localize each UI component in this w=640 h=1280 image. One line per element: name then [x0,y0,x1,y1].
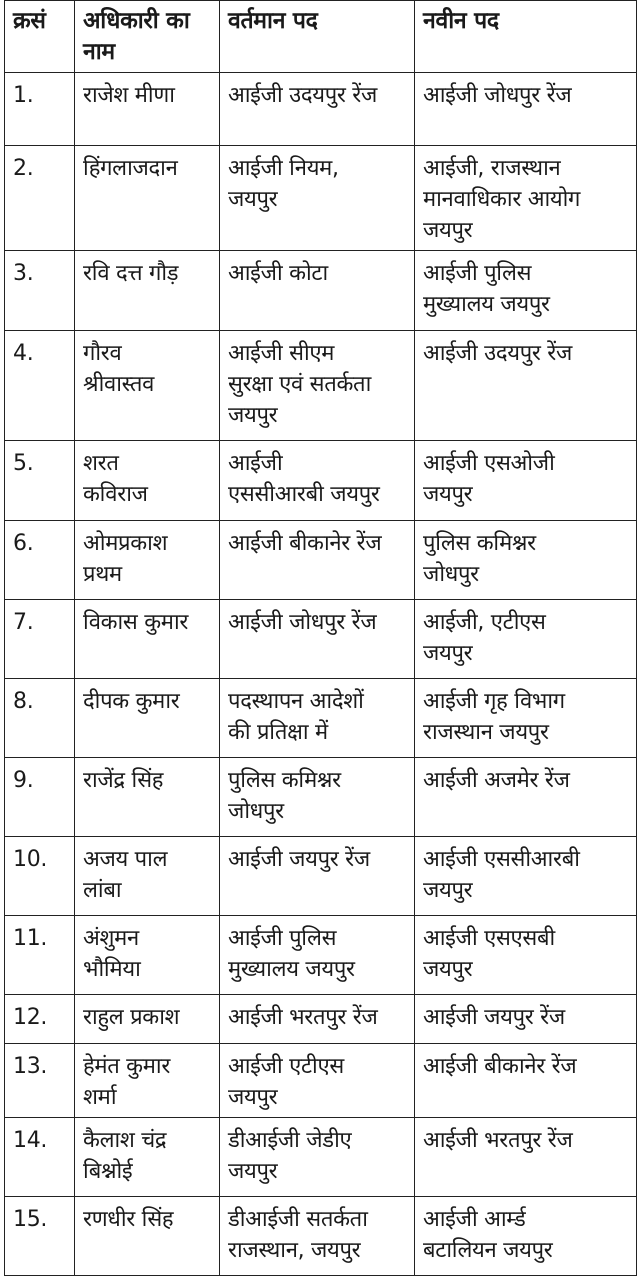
new-post-cell [415,331,637,441]
officer-name-cell [75,837,220,916]
serial-number-cell: 4. [5,331,75,441]
serial-number-cell: 7. [5,600,75,679]
officer-name-cell [75,679,220,758]
officer-name-cell [75,916,220,995]
serial-number-cell: 10. [5,837,75,916]
new-post-cell [415,521,637,600]
table-row [5,1118,637,1197]
new-post-cell-line: आईजी एसएसबी [423,926,555,951]
current-post-cell [220,679,415,758]
new-post-cell-line: बटालियन जयपुर [423,1238,553,1263]
new-post-cell-line: जयपुर [423,957,473,982]
new-post-cell-line: आईजी जयपुर रेंज [423,1005,565,1030]
officer-name-cell-line: विकास कुमार [83,610,189,635]
officer-name-cell [75,441,220,521]
current-post-cell [220,916,415,995]
current-post-cell [220,521,415,600]
new-post-cell-line: आईजी बीकानेर रेंज [423,1054,577,1079]
officer-name-cell-line: शरत [83,451,119,476]
new-post-cell-line: आईजी एसओजी [423,451,555,476]
new-post-cell-line: आईजी उदयपुर रेंज [423,341,573,366]
current-post-cell [220,146,415,251]
serial-number-cell: 9. [5,758,75,837]
officer-name-cell [75,600,220,679]
table-row [5,758,637,837]
officer-name-cell-line: शर्मा [83,1085,117,1110]
new-post-cell-line: राजस्थान जयपुर [423,720,549,745]
officer-name-cell-line: भौमिया [83,957,141,982]
officer-name-cell-line: अजय पाल [83,847,168,872]
current-post-cell [220,837,415,916]
officer-name-cell [75,331,220,441]
current-post-cell-line: आईजी [228,451,283,476]
new-post-cell [415,837,637,916]
current-post-cell-line: आईजी कोटा [228,261,328,286]
new-post-cell [415,600,637,679]
serial-number-cell: 6. [5,521,75,600]
current-post-cell-line: मुख्यालय जयपुर [228,957,355,982]
table-row [5,73,637,146]
officer-name-cell-line: राहुल प्रकाश [83,1005,180,1030]
officer-name-cell-line: राजेंद्र सिंह [83,768,164,793]
officer-name-cell [75,1044,220,1118]
officer-name-cell-line: रवि दत्त गौड़ [83,261,179,286]
new-post-cell [415,995,637,1044]
officer-name-cell [75,1118,220,1197]
header-officer-name: अधिकारी का नाम [75,1,220,73]
new-post-cell-line: मानवाधिकार आयोग [423,187,581,212]
new-post-cell-line: आईजी एससीआरबी [423,847,580,872]
current-post-cell-line: डीआईजी सतर्कता [228,1207,368,1232]
header-current-post: वर्तमान पद [220,1,415,73]
new-post-cell-line: आईजी पुलिस [423,261,532,286]
current-post-cell [220,1118,415,1197]
current-post-cell [220,441,415,521]
current-post-cell [220,758,415,837]
current-post-cell-line: जयपुर [228,187,278,212]
current-post-cell [220,995,415,1044]
new-post-cell [415,916,637,995]
current-post-cell-line: राजस्थान, जयपुर [228,1238,361,1263]
table-row [5,251,637,331]
new-post-cell-line: आईजी अजमेर रेंज [423,768,570,793]
serial-number-cell: 11. [5,916,75,995]
current-post-cell [220,73,415,146]
current-post-cell-line: एससीआरबी जयपुर [228,482,380,507]
table-row [5,600,637,679]
officer-name-cell-line: दीपक कुमार [83,689,180,714]
current-post-cell-line: की प्रतिक्षा में [228,720,328,745]
officer-name-cell [75,758,220,837]
current-post-cell [220,600,415,679]
table-body [5,73,637,1276]
current-post-cell-line: पुलिस कमिश्नर [228,768,341,793]
table-row [5,441,637,521]
officer-name-cell-line: रणधीर सिंह [83,1207,174,1232]
officer-name-cell-line: बिश्नोई [83,1159,133,1184]
table-row [5,331,637,441]
new-post-cell-line: जोधपुर [423,562,479,587]
table-row [5,916,637,995]
serial-number-cell: 3. [5,251,75,331]
current-post-cell-line: आईजी पुलिस [228,926,337,951]
new-post-cell-line: आईजी भरतपुर रेंज [423,1128,573,1153]
current-post-cell-line: आईजी एटीएस [228,1054,344,1079]
officer-name-cell [75,146,220,251]
new-post-cell-line: आईजी जोधपुर रेंज [423,83,572,108]
current-post-cell-line: आईजी उदयपुर रेंज [228,83,378,108]
table-header-row [5,1,637,73]
serial-number-cell: 2. [5,146,75,251]
table-row [5,521,637,600]
new-post-cell [415,1044,637,1118]
serial-number-cell: 1. [5,73,75,146]
current-post-cell [220,1197,415,1276]
officer-name-cell [75,995,220,1044]
table-row [5,1197,637,1276]
new-post-cell-line: जयपुर [423,218,473,243]
current-post-cell-line: आईजी बीकानेर रेंज [228,531,382,556]
new-post-cell [415,1118,637,1197]
officer-name-cell-line: हिंगलाजदान [83,156,178,181]
table-row [5,1044,637,1118]
new-post-cell-line: मुख्यालय जयपुर [423,292,550,317]
current-post-cell-line: जयपुर [228,1085,278,1110]
new-post-cell [415,73,637,146]
current-post-cell-line: आईजी जोधपुर रेंज [228,610,377,635]
officer-name-cell-line: कैलाश चंद्र [83,1128,167,1153]
serial-number-cell: 5. [5,441,75,521]
new-post-cell [415,679,637,758]
officer-name-cell [75,73,220,146]
current-post-cell-line: जयपुर [228,403,278,428]
officer-name-cell-line: ओमप्रकाश [83,531,168,556]
officer-name-cell-line: लांबा [83,878,122,903]
officer-name-cell-line: राजेश मीणा [83,83,175,108]
table-row [5,837,637,916]
officer-name-cell-line: श्रीवास्तव [83,372,155,397]
new-post-cell-line: आईजी, राजस्थान [423,156,561,181]
new-post-cell [415,146,637,251]
officer-name-cell-line: कविराज [83,482,148,507]
current-post-cell-line: आईजी नियम, [228,156,339,181]
new-post-cell-line: जयपुर [423,482,473,507]
new-post-cell [415,758,637,837]
current-post-cell-line: सुरक्षा एवं सतर्कता [228,372,371,397]
current-post-cell-line: जयपुर [228,1159,278,1184]
current-post-cell-line: डीआईजी जेडीए [228,1128,352,1153]
transfer-table [4,0,637,1276]
officer-name-cell [75,1197,220,1276]
current-post-cell-line: जोधपुर [228,799,284,824]
header-serial-number: क्रसं [5,1,75,73]
new-post-cell [415,251,637,331]
current-post-cell-line: आईजी जयपुर रेंज [228,847,370,872]
new-post-cell [415,441,637,521]
current-post-cell [220,331,415,441]
serial-number-cell: 15. [5,1197,75,1276]
current-post-cell [220,251,415,331]
current-post-cell [220,1044,415,1118]
new-post-cell-line: जयपुर [423,878,473,903]
serial-number-cell: 8. [5,679,75,758]
current-post-cell-line: आईजी सीएम [228,341,335,366]
new-post-cell-line: पुलिस कमिश्नर [423,531,536,556]
current-post-cell-line: आईजी भरतपुर रेंज [228,1005,378,1030]
serial-number-cell: 13. [5,1044,75,1118]
officer-name-cell-line: गौरव [83,341,122,366]
new-post-cell [415,1197,637,1276]
officer-name-cell-line: अंशुमन [83,926,139,951]
officer-name-cell-line: हेमंत कुमार [83,1054,171,1079]
new-post-cell-line: आईजी, एटीएस [423,610,546,635]
new-post-cell-line: आईजी आर्म्ड [423,1207,526,1232]
current-post-cell-line: पदस्थापन आदेशों [228,689,364,714]
table-row [5,995,637,1044]
new-post-cell-line: आईजी गृह विभाग [423,689,565,714]
serial-number-cell: 12. [5,995,75,1044]
officer-name-cell [75,251,220,331]
serial-number-cell: 14. [5,1118,75,1197]
header-new-post: नवीन पद [415,1,637,73]
officer-name-cell [75,521,220,600]
new-post-cell-line: जयपुर [423,641,473,666]
table-row [5,146,637,251]
table-row [5,679,637,758]
officer-name-cell-line: प्रथम [83,562,122,587]
